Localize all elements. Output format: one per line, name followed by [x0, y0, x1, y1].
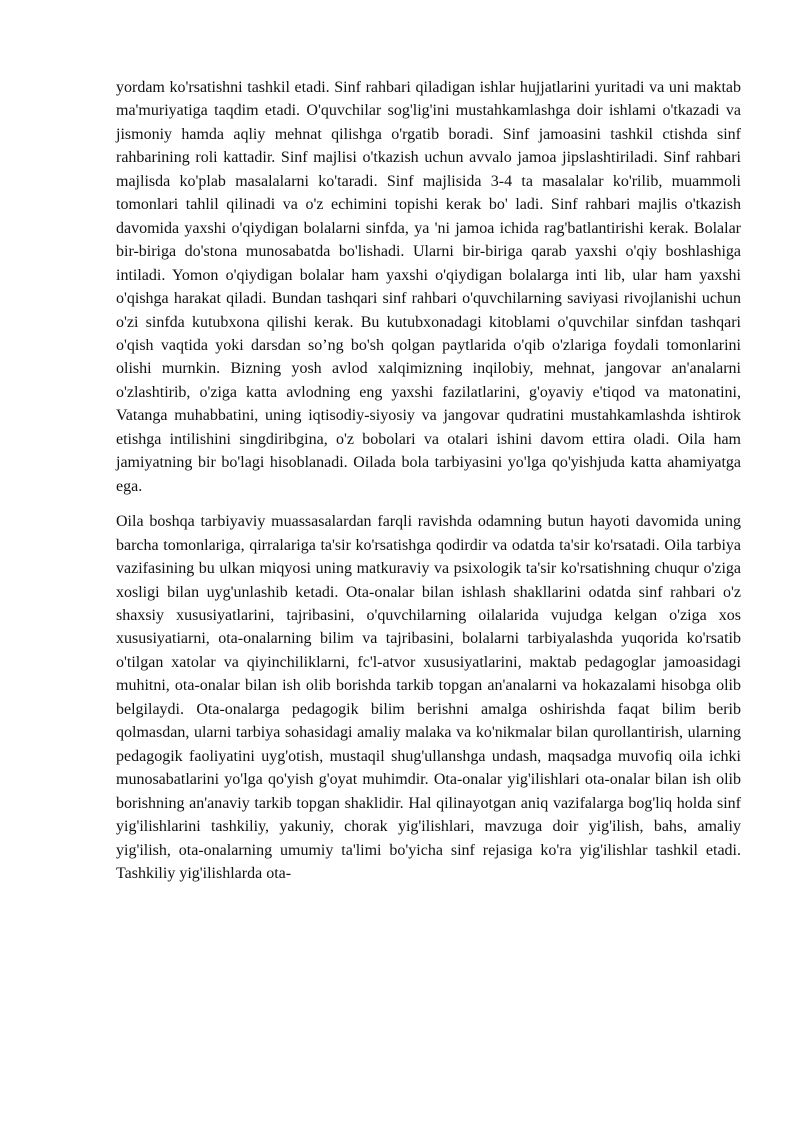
paragraph-2: Oila boshqa tarbiyaviy muassasalardan farqli ravishda odamning butun hayoti davomida uning barcha tomonlariga, qirralariga ta'sir ko'rsatishga qodirdir va odatda ta'sir ko'rsatadi. Oila tarbiya vazifasining bu ulkan miqyosi uning matkuraviy va psixologik ta'sir ko'rsatishning chuqur o'ziga xosligi bilan uyg'unlashib ketadi. Ota-onalar bilan ishlash shakllarini odatda sinf rahbari o'z shaxsiy xususiyatlarini, tajribasini, o'quvchilarning oilalarida vujudga kelgan o'ziga xos xususiyatiarni, ota-onalarning bilim va tajribasini, bolalarni tarbiyalashda yuqorida ko'rsatib o'tilgan xatolar va qiyinchiliklarni, fc'l-atvor xususiyatlarini, maktab pedagoglar jamoasidagi muhitni, ota-onalar bilan ish olib borishda tarkib topgan an'analarni va hokazalami hisobga olib belgilaydi. Ota-onalarga pedagogik bilim berishni amalga oshirishda faqat bilim berib qolmasdan, ularni tarbiya sohasidagi amaliy malaka va ko'nikmalar bilan qurollantirish, ularning pedagogik faoliyatini uyg'otish, mustaqil shug'ullanshga undash, maqsadga muvofiq oila ichki munosabatlarini yo'lga qo'yish g'oyat muhimdir. Ota-onalar yig'ilishlari ota-onalar bilan ish olib borishning an'anaviy tarkib topgan shaklidir. Hal qilinayotgan aniq vazifalarga bog'liq holda sinf yig'ilishlarini tashkiliy, yakuniy, chorak yig'ilishlari, mavzuga doir yig'ilish, bahs, amaliy yig'ilish, ota-onalarning umumiy ta'limi bo'yicha sinf rejasiga ko'ra yig'ilishlar tashkil etadi. Tashkiliy yig'ilishlarda ota- — [116, 513, 741, 882]
document-page — [116, 76, 741, 885]
paragraph-1: yordam ko'rsatishni tashkil etadi. Sinf rahbari qiladigan ishlar hujjatlarini yuritadi va uni maktab ma'muriyatiga taqdim etadi. O'quvchilar sog'lig'ini mustahkamlashga doir ishlami o'tkazadi va jismoniy hamda aqliy mehnat qilishga o'rgatib boradi. Sinf jamoasini tashkil ctishda sinf rahbarining roli kattadir. Sinf majlisi o'tkazish uchun avvalo jamoa jipslashtiriladi. Sinf rahbari majlisda ko'plab masalalarni ko'taradi. Sinf majlisida 3-4 ta masalalar ko'rilib, muammoli tomonlari tahlil qilinadi va o'z echimini topishi kerak bo' ladi. Sinf rahbari majlis o'tkazish davomida yaxshi o'qiydigan bolalarni sinfda, ya 'ni jamoa ichida rag'batlantirishi kerak. Bolalar bir-biriga do'stona munosabatda bo'lishadi. Ularni bir-biriga qarab yaxshi o'qiy boshlashiga intiladi. Yomon o'qiydigan bolalar ham yaxshi o'qiydigan bolalarga inti lib, ular ham yaxshi o'qishga harakat qiladi. Bundan tashqari sinf rahbari o'quvchilarning saviyasi rivojlanishi uchun o'zi sinfda kutubxona qilishi kerak. Bu kutubxonadagi kitoblami o'quvchilar sinfdan tashqari o'qish vaqtida yoki darsdan so’ng bo'sh qolgan paytlarida o'qib o'zlariga foydali tomonlarini olishi murnkin. Bizning yosh avlod xalqimizning inqilobiy, mehnat, jangovar an'analarni o'zlashtirib, o'ziga katta avlodning eng yaxshi fazilatlarini, g'oyaviy e'tiqod va matonatini, Vatanga muhabbatini, uning iqtisodiy-siyosiy va jangovar qudratini mustahkamlashda ishtirok etishga intilishini singdiribgina, o'z bobolari va otalari ishini davom ettira oladi. Oila ham jamiyatning bir bo'lagi hisoblanadi. Oilada bola tarbiyasini yo'lga qo'yishjuda katta ahamiyatga ega. — [116, 79, 741, 495]
